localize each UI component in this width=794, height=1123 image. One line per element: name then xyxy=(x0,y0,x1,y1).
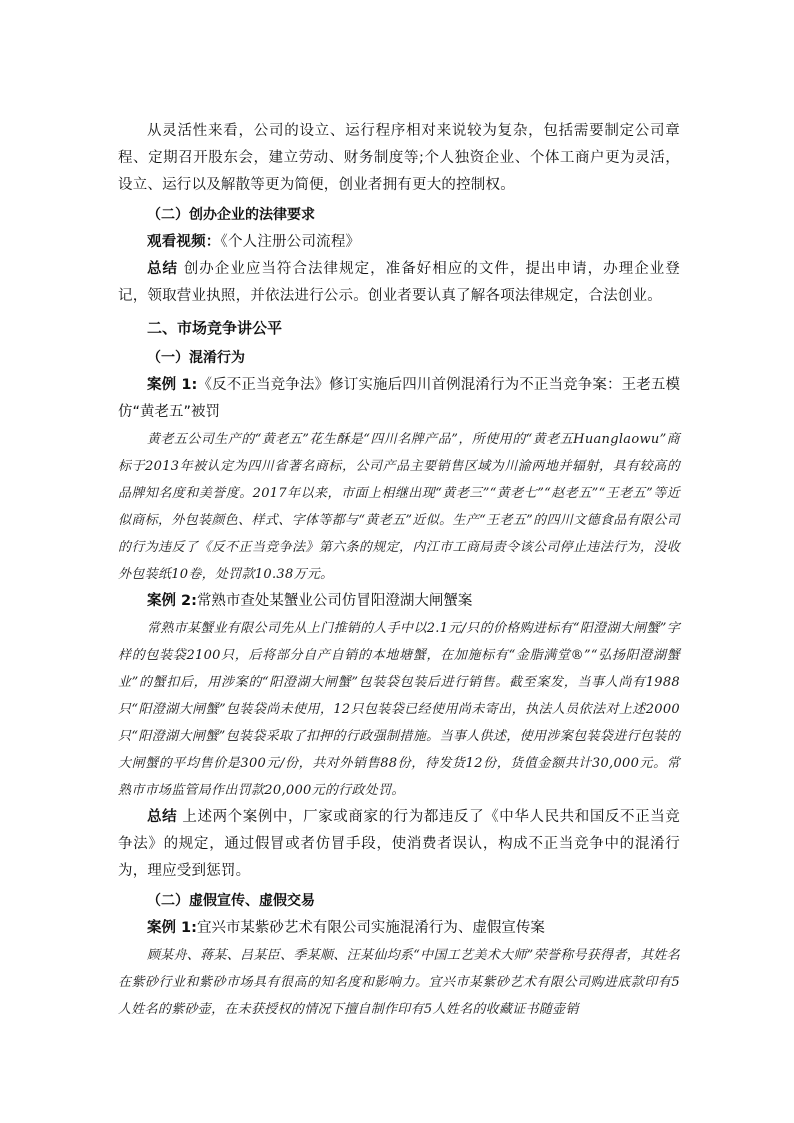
case-label: 案例 2: xyxy=(147,593,197,609)
paragraph-flexibility: 从灵活性来看，公司的设立、运行程序相对来说较为复杂，包括需要制定公司章程、定期召开股东会，建立劳动、财务制度等;个人独资企业、个体工商户更为灵活，设立、运行以及解散等更为简便，创业者拥有更大的控制权。 xyxy=(118,123,680,193)
case-3-title xyxy=(118,915,680,942)
summary-text: 创办企业应当符合法律规定，准备好相应的文件，提出申请，办理企业登记，领取营业执照，并依法进行公示。创业者要认真了解各项法律规定，合法创业。 xyxy=(118,261,680,304)
case-title-text: 《反不正当竞争法》修订实施后四川首例混淆行为不正当竞争案：王老五模仿“黄老五”被罚 xyxy=(118,377,681,420)
case-title-text: 宜兴市某紫砂艺术有限公司实施混淆行为、虚假宣传案 xyxy=(196,920,545,936)
heading-confusion-behavior: （一）混淆行为 xyxy=(147,350,245,366)
paragraph-summary-2 xyxy=(118,804,680,885)
heading-fair-competition: 二、市场竞争讲公平 xyxy=(147,319,283,337)
summary-label: 总结 xyxy=(147,809,178,825)
case-1-body: 黄老五公司生产的“黄老五”花生酥是“四川名牌产品”，所使用的“黄老五Huanglaowu”商标于2013年被认定为四川省著名商标，公司产品主要销售区域为川渝两地并辐射，具有较高的品牌知名度和美誉度。2017年以来，市面上相继出现“黄老三”“黄老七”“赵老五”“王老五”等近似商标，外包装颜色、样式、字体等都与“黄老五”近似。生产“王老五”的四川文德食品有限公司的行为违反了《反不正当竞争法》第六条的规定，内江市工商局责令该公司停止违法行为，没收外包装纸10卷，处罚款10.38万元。 xyxy=(118,432,680,582)
summary-text: 上述两个案例中，厂家或商家的行为都违反了《中华人民共和国反不正当竞争法》的规定，通过假冒或者仿冒手段，使消费者误认，构成不正当竞争中的混淆行为，理应受到惩罚。 xyxy=(118,809,680,879)
summary-label: 总结 xyxy=(147,261,179,277)
paragraph-watch-video xyxy=(118,229,680,256)
heading-legal-requirements: （二）创办企业的法律要求 xyxy=(147,207,315,223)
document-body xyxy=(118,118,680,1023)
case-2-body: 常熟市某蟹业有限公司先从上门推销的人手中以2.1元/只的价格购进标有“阳澄湖大闸蟹”字样的包装袋2100只，后将部分自产自销的本地塘蟹，在加施标有“金脂满堂®”“弘扬阳澄湖蟹业”的蟹扣后，用涉案的“阳澄湖大闸蟹”包装袋包装后进行销售。截至案发，当事人尚有1988只“阳澄湖大闸蟹”包装袋尚未使用，12只包装袋已经使用尚未寄出，执法人员依法对上述2000只“阳澄湖大闸蟹”包装袋采取了扣押的行政强制措施。当事人供述，使用涉案包装袋进行包装的大闸蟹的平均售价是300元/份，共对外销售88份，待发货12份，货值金额共计30,000元。常熟市市场监管局作出罚款20,000元的行政处罚。 xyxy=(118,621,680,798)
paragraph-summary-1 xyxy=(118,256,680,310)
case-title-text: 常熟市查处某蟹业公司仿冒阳澄湖大闸蟹案 xyxy=(196,593,473,609)
case-label: 案例 1: xyxy=(147,920,197,936)
watch-video-title: 《个人注册公司流程》 xyxy=(220,234,361,250)
case-1-title xyxy=(118,372,680,426)
case-3-body: 顾某舟、蒋某、吕某臣、季某顺、汪某仙均系“中国工艺美术大师”荣誉称号获得者，其姓名在紫砂行业和紫砂市场具有很高的知名度和影响力。宜兴市某紫砂艺术有限公司购进底款印有5人姓名的紫砂壶，在未获授权的情况下擅自制作印有5人姓名的收藏证书随壶销 xyxy=(118,948,680,1017)
case-label: 案例 1: xyxy=(147,377,198,393)
watch-video-label: 观看视频： xyxy=(147,234,221,250)
heading-false-advertising: （二）虚假宣传、虚假交易 xyxy=(147,893,315,909)
case-2-title xyxy=(118,588,680,615)
